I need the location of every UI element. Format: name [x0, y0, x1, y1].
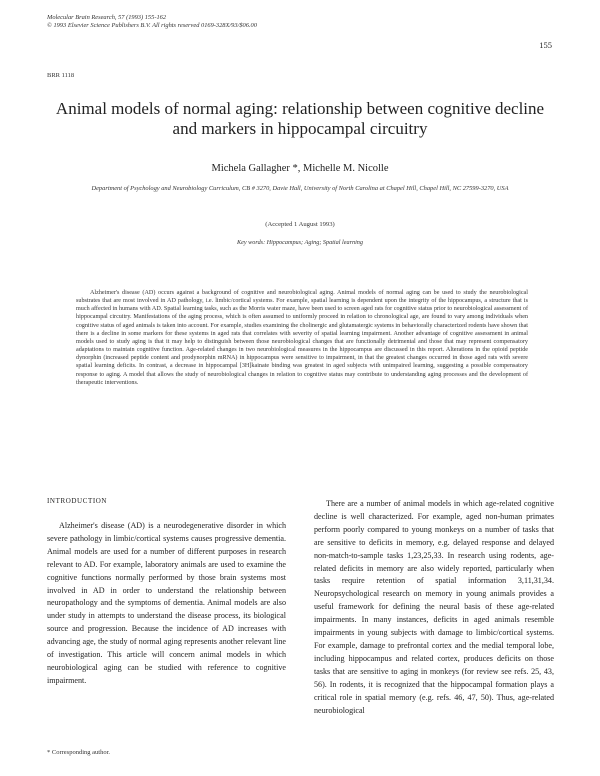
- introduction-right-column: [314, 498, 554, 717]
- intro-paragraph-2: There are a number of animal models in which age-related cognitive decline is well characterized. For example, aged non-human primates perform poorly compared to young monkeys on a number of tasks that are sensitive to deficits in memory, e.g. delayed response and delayed non-match-to-sample tasks 1,23,25,33. In research using rodents, age-related deficits in memory are also widely reported, particularly when tasks require retention of spatial information 3,11,31,34. Neuropsychological research on memory in young animals provides a useful framework for defining the neural basis of these age-related impairments. In many instances, deficits in aged animals resemble impairments in young subjects with damage to limbic/cortical systems. For example, damage to prefrontal cortex and the medial temporal lobe, including hippocampus and related cortex, produces deficits on those tasks that are sensitive to aging in monkeys (for review see refs. 25, 43, 56). In rodents, it is recognized that the hippocampal formation plays a critical role in spatial memory (e.g. refs. 46, 47, 50). Thus, age-related neurobiological: [314, 499, 554, 715]
- copyright-line: © 1993 Elsevier Science Publishers B.V. All rights reserved 0169-328X/93/$06.00: [47, 22, 257, 29]
- article-title: [30, 99, 570, 139]
- title-line-1: Animal models of normal aging: relationship between cognitive decline: [55, 99, 545, 118]
- intro-paragraph-1: Alzheimer's disease (AD) is a neurodegenerative disorder in which severe pathology in limbic/cortical systems causes progressive dementia. Animal models are used for a number of different purposes in research relevant to AD. For example, laboratory animals are used to examine the cognitive functions normally performed by those brain systems most involved in AD in order to understand the relationship between neuropathology and the symptoms of dementia. Animal models are also under study in attempts to understand the disease process, its biological source and progression. Because the incidence of AD increases with advancing age, the study of normal aging represents another relevant line of investigation. This article will concern animal models in which neurobiological aging can be studied with reference to cognitive impairment.: [47, 521, 286, 685]
- affiliation: Department of Psychology and Neurobiology Curriculum, CB # 3270, Davie Hall, University of North Carolina at Chapel Hill, Chapel Hill, NC 27599-3270, USA: [91, 185, 509, 192]
- journal-citation: Molecular Brain Research, 57 (1993) 155-162: [47, 14, 167, 21]
- keywords: Key words: Hippocampus; Aging; Spatial learning: [237, 239, 363, 246]
- introduction-left-column: [47, 520, 286, 688]
- journal-header: [47, 14, 257, 30]
- authors: Michela Gallagher *, Michelle M. Nicolle: [211, 163, 389, 174]
- abstract: [76, 289, 528, 387]
- article-code: BRR 1118: [47, 72, 75, 79]
- page-number: 155: [539, 40, 552, 50]
- corresponding-author-footnote: * Corresponding author.: [47, 749, 111, 756]
- abstract-text: Alzheimer's disease (AD) occurs against a background of cognitive and neurobiological aging. Animal models of normal aging can be used to study the neurobiological substrates that are most involved in AD pathology, i.e. limbic/cortical systems. For example, spatial learning is dependent upon the integrity of the hippocampus, a structure that is much affected in humans with AD. Spatial learning tasks, such as the Morris water maze, have been used to screen aged rats for cognitive status prior to neurobiological assessment of hippocampal circuitry. Manifestations of the aging process, which is often assumed to uniformly proceed in relation to chronological age, are found to vary among individuals when cognitive status of aged animals is taken into account. For example, studies examining the cholinergic and glutamatergic systems in behaviorally characterized rodents have shown that there is a decline in some markers for these systems in aged rats that correlates with severity of spatial learning impairment. Another advantage of cognitive assessment in animal models used to study aging is that it may help to distinguish between those neurobiological changes that are functionally detrimental and those that may represent compensatory adaptations to maintain cognitive function. Age-related changes in two neurobiological measures in the hippocampus are discussed in this report. Alterations in the opioid peptide dynorphin (increased peptide content and prodynorphin mRNA) in hippocampus were sensitive to impairment, in that the greatest changes occurred in those aged rats with severe spatial learning deficits. In contrast, a decrease in hippocampal [3H]kainate binding was greatest in aged subjects with unimpaired learning, suggesting a possible compensatory response to aging. A model that allows the study of neurobiological changes in relation to cognitive status may contribute to understanding aging processes and the development of therapeutic interventions.: [76, 290, 528, 386]
- section-heading-introduction: INTRODUCTION: [47, 497, 108, 505]
- title-line-2: and markers in hippocampal circuitry: [172, 119, 428, 138]
- accepted-date: (Accepted 1 August 1993): [265, 221, 335, 228]
